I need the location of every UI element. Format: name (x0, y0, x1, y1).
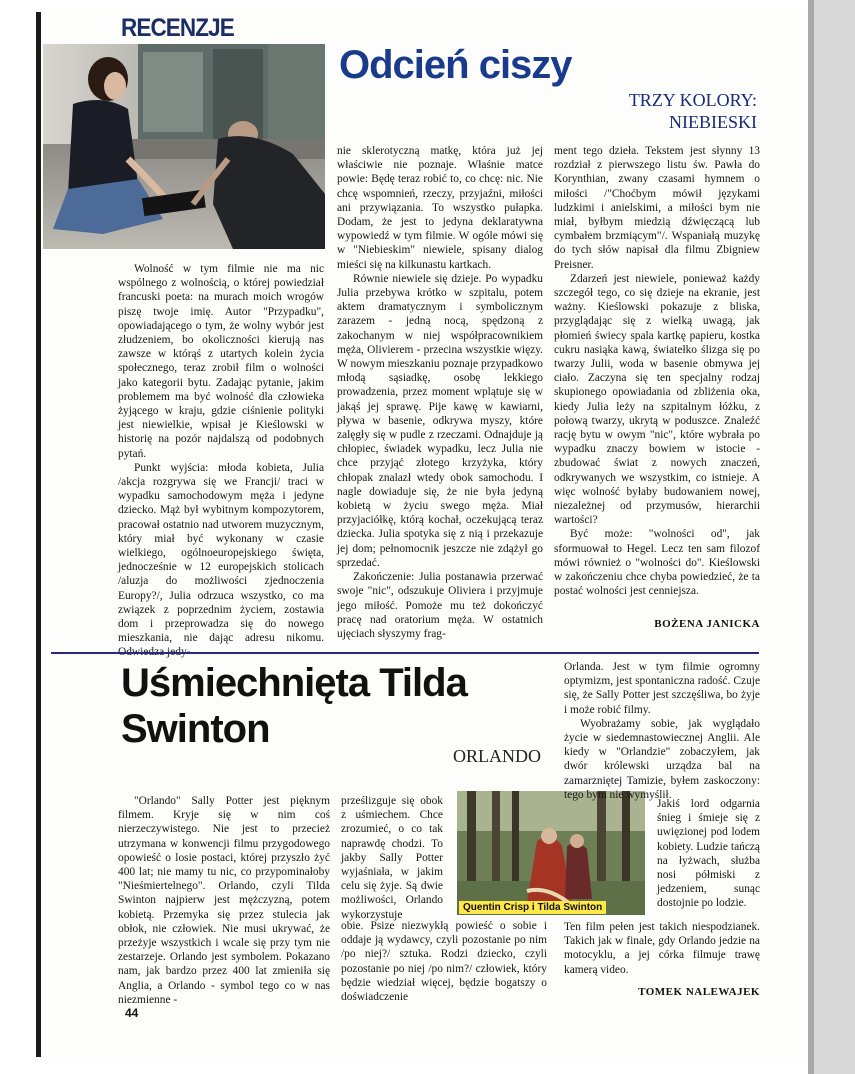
paragraph: Orlanda. Jest w tym filmie ogromny optymizm, jest spontaniczna radość. Czuje się, że Sally Potter jest szczęśliwa, bo żyje i może robić filmy. (564, 661, 760, 716)
paragraph: "Orlando" Sally Potter jest pięknym filmem. Kryje się w nim coś nierzeczywistego. Nie jest to przecież utrzymana w konwencji filmu przygodowego opowieść o losie postaci, której przyszło żyć 400 lat; nie mamy tu nic, co przypominałoby "Nieśmiertelnego". Orlando, czyli Tilda Swinton najpierw jest mężczyzną, potem kobietą. Przemyka się przez stulecia jak obłok, nie człowiek. Nie musi ukrywać, że przeżyje wszystkich i wcale się przy tym nie zestarzeje. Orlando jest symbolem. Pokazano nam, jak bardzo przez 400 lat zmieniła się Anglia, a Orlando - symbol tego co w nas niezmienne - (118, 795, 330, 1006)
article2-column-3-top (564, 660, 760, 802)
scan-margin-right (808, 0, 855, 1074)
paragraph: obie. Psize niezwykłą powieść o sobie i oddaje ją wydawcy, czyli pozostanie po nim /po niej?/ sztuka. Rodzi dziecko, czyli pozostanie po niej /po nim?/ człowiek, który będzie wiedział więcej, będzie bogatszy o doświadczenie (341, 920, 547, 1004)
photo-illustration (457, 791, 645, 915)
article2-column-2-bottom (341, 919, 547, 1004)
paragraph: Ten film pełen jest takich niespodzianek. Takich jak w finale, gdy Orlando jedzie na motocyklu, a jej córka filmuje trawę kamerą video. (564, 921, 760, 976)
paragraph: ment tego dzieła. Tekstem jest słynny 13 rozdział z pierwszego listu św. Pawła do Korynthian, zwany czasami hymnem o miłości /"Choćbym mówił językami ludzkimi i anielskimi, a miłości bym nie miał, byłbym miedzią dźwięczącą lub cymbałem brzmiącym"/. Wspaniałą muzykę do tych słów napisał dla filmu Zbigniew Preisner. (554, 145, 760, 271)
paragraph: Równie niewiele się dzieje. Po wypadku Julia przebywa krótko w szpitalu, potem aktem dramatycznym i symbolicznym zarazem - jedną nocą, spędzoną z zakochanym w niej współpracownikiem męża, Olivierem - przecina wszystkie więzy. W nowym mieszkaniu poznaje przypadkowo młodą sąsiadkę, osobę lekkiego prowadzenia, przez moment wplątuje się w jakąś jej sprawę. Pije kawę w kawiarni, pływa w basenie, odkrywa myszy, które zalęgły się w pudle z rzeczami. Odnajduje ją chłopiec, świadek wypadku, lecz Julia nie chce przyjąć złotego krzyżyka, który chłopak znalazł wtedy obok samochodu. I nagle dowiaduje się, że nie była jedyną kobietą w życiu swego męża. Miał przyjaciółkę, którą kochał, oczekującą teraz dziecka. Julia spotyka się z nią i przekazuje jej dom; pełnomocnik jeszcze nie zdążył go sprzedać. (337, 272, 543, 569)
article1-column-3 (554, 144, 760, 599)
magazine-page (41, 8, 808, 1058)
article2-column-3-narrow (657, 797, 760, 911)
title-line-2: Swinton (121, 707, 270, 751)
article2-subtitle: ORLANDO (453, 746, 541, 766)
article2-column-1 (118, 794, 330, 1007)
article-title-odcien-ciszy: Odcień ciszy (339, 43, 572, 87)
article2-author: TOMEK NALEWAJEK (638, 986, 760, 998)
article2-column-3-bottom (564, 920, 760, 977)
paragraph: nie sklerotyczną matkę, która już jej właściwie nie poznaje. Właśnie matce powie: Będę teraz robić to, co chcę: nic. Nie chcę wspomnień, rzeczy, przyjaźni, miłości ani przywiązania. To wszystko pułapka. Dodam, że jest to jedyna deklaratywna wypowiedź w tym filmie. W ogóle mówi się w "Niebieskim" niewiele, spisany dialog mieści się na kilkunastu kartkach. (337, 145, 543, 271)
subtitle-line-1: TRZY KOLORY: (628, 90, 757, 110)
paragraph: Jakiś lord odgarnia śnieg i śmieje się z uwięzionej pod lodem kobiety. Ludzie tańczą na łyżwach, służba nosi półmiski z jedzeniem, sunąc dostojnie po lodzie. (657, 798, 760, 910)
section-label: RECENZJE (121, 14, 234, 42)
scan-margin-left (0, 0, 40, 1074)
paragraph: prześlizguje się obok z uśmiechem. Chce zrozumieć, o co tak naprawdę chodzi. To jakby Sally Potter wyjaśniała, w jakim celu się żyje. Są dwie możliwości, Orlando wykorzystuje (341, 795, 443, 921)
page-edge-shadow (808, 0, 814, 1074)
paragraph: Wyobrażamy sobie, jak wyglądało życie w siedemnastowiecznej Anglii. Ale kiedy w "Orlandzie" zobaczyłem, jak dwór królewski urządza bal na zamarzniętej Tamizie, byłem zaskoczony: tego bym nie wymyślił. (564, 717, 760, 801)
paragraph: Być może: "wolności od", jak sformuował to Hegel. Lecz ten sam filozof mówi również o "wolności do". Kieślowski w zakończeniu chce chyba powiedzieć, że ta postać wolności jest cenniejsza. (554, 528, 760, 598)
subtitle-line-2: NIEBIESKI (669, 112, 757, 132)
paragraph: Wolność w tym filmie nie ma nic wspólnego z wolnością, o której powiedział francuski poeta: na murach moich wrogów piszę twoje imię. Autor "Przypadku", opowiadającego o tym, że wolny wybór jest złudzeniem, bo okoliczności kierują nas zawsze w którąś z utartych kolein życia społecznego, teraz zrobił film o wolności jako kategorii bytu. Zadając pytanie, jakim problemem ma być wolność dla człowieka żyjącego w kraju, gdzie ciśnienie polityki jest niewielkie, wpisał je Kieślowski w historię na pozór najdalszą od podobnych pytań. (118, 263, 324, 460)
article1-author: BOŻENA JANICKA (654, 618, 760, 630)
paragraph: Punkt wyjścia: młoda kobieta, Julia /akcja rozgrywa się we Francji/ traci w wypadku samochodowym męża i jedyne dziecko. Mąż był wybitnym kompozytorem, pracował ostatnio nad utworem muzycznym, który miał być wykonany w czasie wielkiego, ogólnoeuropejskiego święta, jednocześnie w 12 europejskich stolicach /aluzja do możliwości zjednoczenia Europy?/, Julia odrzuca wszystko, co ma związek z poprzednim życiem, zostawia dom i przeprowadza się do nowego mieszkania, nie dając adresu nikomu. (118, 461, 324, 645)
paragraph: Zakończenie: Julia postanawia przerwać swoje "nic", odszukuje Oliviera i przyjmuje jego miłość. Pomoże mu też dokończyć pracę nad oratorium męża. W ostatnich ujęciach słyszymy frag- (337, 571, 543, 640)
photo-illustration (43, 44, 325, 249)
paragraph: Zdarzeń jest niewiele, ponieważ każdy szczegół tego, co się dzieje na ekranie, jest ważny. Kieślowski pokazuje z bliska, przyglądając się z wielką uwagą, jak płomień świecy spala kartkę papieru, kostka cukru nasiąka kawą, światełko ślizga się po twarzy Julii, woda w basenie obmywa jej ciało. Zaczyna się ten specjalny rodzaj skupionego opowiadania od zbliżenia oka, kiedy Julia leży na szpitalnym łóżku, z połową twarzy, ukrytą w poduszce. Znaleźć rację bytu w owym "nic", które wybrała po wypadku znaczy bowiem w istocie - zbudować świat z nowych znaczeń, odkrywanych we wszystkim, co istnieje. A więc wolność byłaby budowaniem nowej, niezależnej od przymusów, hierarchii wartości? (554, 272, 760, 527)
title-line-1: Uśmiechnięta Tilda (121, 661, 467, 705)
section-divider (51, 652, 759, 654)
page-number: 44 (125, 1006, 139, 1020)
article-title-usmiechnieta-tilda (121, 660, 561, 752)
article1-column-1 (118, 262, 324, 660)
photo-caption: Quentin Crisp i Tilda Swinton (459, 901, 606, 914)
film-still-orlando (457, 791, 645, 915)
article1-column-2 (337, 144, 543, 641)
article2-column-2-top (341, 794, 443, 922)
film-still-trzy-kolory (43, 44, 325, 249)
article-subtitle (581, 89, 757, 133)
